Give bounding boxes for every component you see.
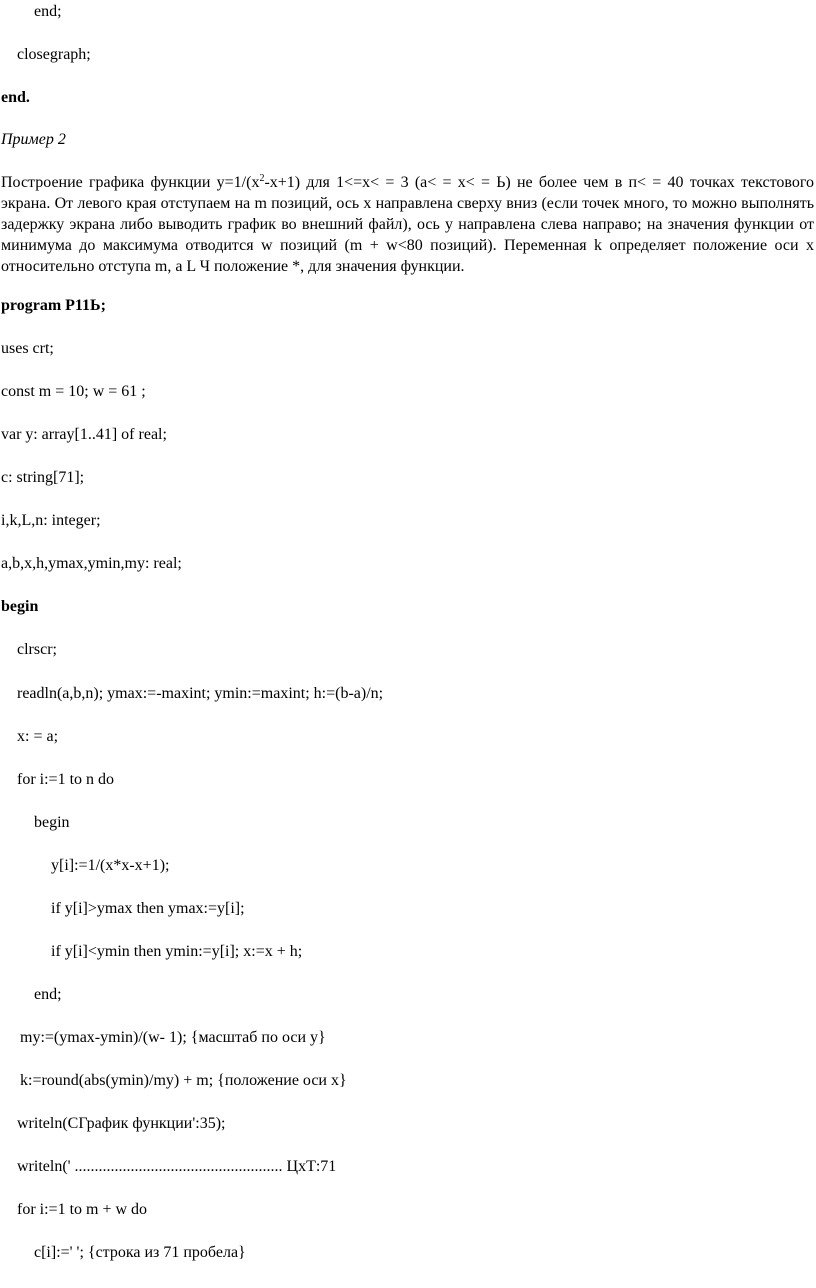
code-line-end: end; bbox=[34, 3, 62, 20]
code-line: for i:=1 to n do bbox=[17, 771, 115, 788]
code-line: my:=(ymax-ymin)/(w- 1); {масштаб по оси у} bbox=[20, 1029, 326, 1046]
superscript-two: 2 bbox=[259, 173, 265, 184]
program-end-keyword: end. bbox=[1, 89, 30, 106]
code-line: if y[i]>ymax then ymax:=y[i]; bbox=[51, 900, 245, 917]
program-title: program Р11Ь; bbox=[1, 297, 106, 314]
paragraph-text-start: Построение графика функции y=1/(x bbox=[1, 174, 260, 191]
code-line: if y[i]<ymin then ymin:=y[i]; x:=x + h; bbox=[51, 943, 303, 960]
code-line: var у: array[1..41] of real; bbox=[1, 426, 167, 443]
description-paragraph bbox=[1, 172, 814, 277]
code-line: x: = а; bbox=[17, 728, 59, 745]
code-line: const m = 10; w = 61 ; bbox=[1, 383, 146, 400]
begin-keyword: begin bbox=[1, 598, 39, 615]
code-line: k:=round(abs(ymin)/my) + m; {положение оси x} bbox=[20, 1072, 347, 1089]
code-line-closegraph: closegraph; bbox=[17, 46, 91, 63]
code-line: begin bbox=[34, 814, 70, 831]
code-line: end; bbox=[34, 986, 62, 1003]
code-line: readln(a,b,n); ymax:=-maxint; ymin:=maxint; h:=(b-a)/n; bbox=[17, 685, 384, 702]
example-heading: Пример 2 bbox=[1, 131, 66, 148]
code-line: a,b,x,h,ymax,ymin,my: real; bbox=[1, 555, 182, 572]
code-line: writeln(' .................................................... ЦхТ:71 bbox=[17, 1158, 337, 1175]
paragraph-text-rest: -x+1) для 1<=x< = 3 (а< = x< = Ь) не более чем в п< = 40 точках текстового экрана. От левого края отступаем на m позиций, ось x направлена сверху вниз (если точек много, то можно выполнять задержку экрана либо выводить график во внешний файл), ось у направлена слева направо; на значения функции от минимума до максимума отводится w позиций (m + w<80 позиций). Переменная k определяет положение оси x относительно отступа m, а L Ч положение *, для значения функции. bbox=[1, 174, 814, 275]
code-line: writeln(СГрафик функции':35); bbox=[17, 1115, 226, 1132]
code-line: с: string[71]; bbox=[1, 469, 85, 486]
code-line: for i:=1 to m + w do bbox=[17, 1201, 148, 1218]
code-line: clrscr; bbox=[17, 641, 57, 658]
code-line: y[i]:=1/(x*x-x+1); bbox=[51, 857, 170, 874]
code-line: c[i]:=' '; {строка из 71 пробела} bbox=[34, 1244, 246, 1261]
code-line: uses crt; bbox=[1, 340, 54, 357]
code-line: i,k,L,n: integer; bbox=[1, 512, 101, 529]
